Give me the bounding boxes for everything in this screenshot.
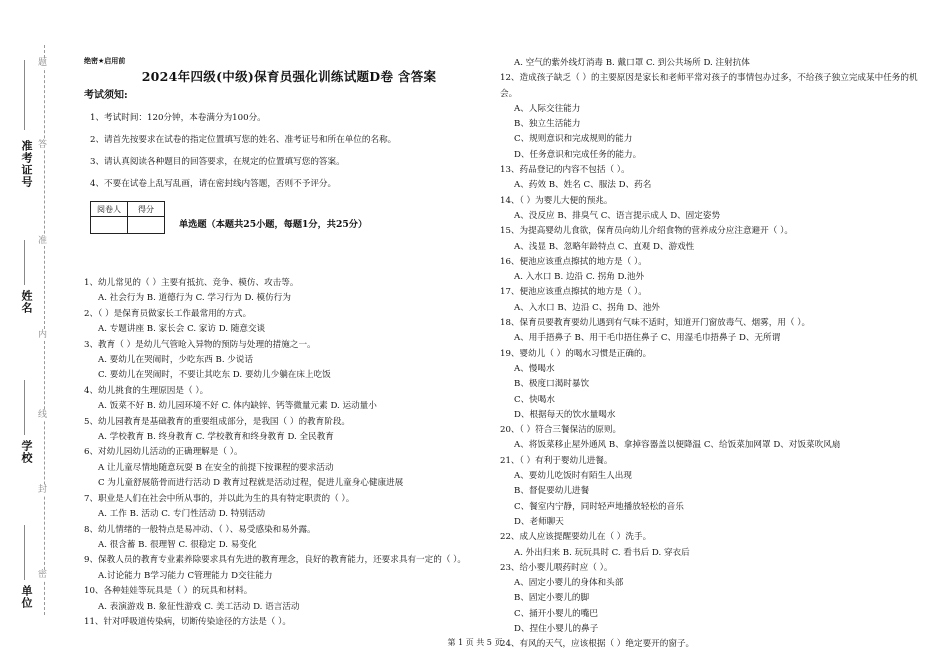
answer-option: A. 外出归来 B. 玩玩具时 C. 看书后 D. 穿衣后 (514, 547, 690, 558)
seal-char: 线 (38, 410, 48, 420)
answer-option: B、固定小婴儿的脚 (514, 593, 590, 604)
answer-option: A、药效 B、姓名 C、服法 D、药名 (514, 180, 652, 191)
answer-option: B、极度口渴时暴饮 (514, 379, 590, 390)
answer-option: A. 社会行为 B. 道德行为 C. 学习行为 D. 模仿行为 (98, 293, 291, 304)
answer-option: A. 学校教育 B. 终身教育 C. 学校教育和终身教育 D. 全民教育 (98, 432, 334, 443)
exam-id-label: 准考证号 (20, 140, 33, 188)
page-footer: 第 1 页 共 5 页 (447, 638, 503, 647)
question-text: 2、（ ）是保育员做家长工作最常用的方式。 (84, 308, 252, 319)
answer-option: D、老师聊天 (514, 516, 564, 527)
seal-char: 封 (38, 485, 48, 495)
question-text: 23、给小婴儿喂药时应（ ）。 (500, 562, 613, 573)
answer-option: C、快喝水 (514, 394, 555, 405)
question-text: 6、对幼儿园幼儿活动的正确理解是（ ）。 (84, 447, 243, 458)
name-label: 姓名 (20, 290, 33, 314)
question-text: 15、为提高婴幼儿食欲，保育员向幼儿介绍食物的营养成分应注意避开（ ）。 (500, 226, 793, 237)
left-column (84, 56, 494, 630)
score-cell[interactable] (128, 217, 165, 234)
answer-option: B、独立生活能力 (514, 119, 581, 130)
question-text: 17、便池应该重点擦拭的地方是（ ）。 (500, 287, 647, 298)
notice-item: 4、不要在试卷上乱写乱画，请在密封线内答题，否则不予评分。 (90, 179, 337, 189)
seal-char: 准 (38, 236, 48, 246)
exam-id-line (24, 60, 25, 130)
notice-title: 考试须知: (84, 90, 128, 101)
unit-label: 单位 (20, 585, 33, 609)
answer-option: A. 空气的紫外线灯消毒 B. 戴口罩 C. 到公共场所 D. 注射抗体 (514, 58, 750, 68)
notice-item: 2、请首先按要求在试卷的指定位置填写您的姓名、准考证号和所在单位的名称。 (90, 135, 397, 145)
score-header: 得分 (128, 202, 165, 217)
binding-margin (0, 0, 70, 671)
answer-option: A、没反应 B、排臭气 C、语言提示成人 D、固定姿势 (514, 210, 721, 221)
answer-option: A、慢喝水 (514, 363, 555, 374)
answer-option: A、固定小婴儿的身体和头部 (514, 578, 624, 589)
grader-header: 阅卷人 (91, 202, 128, 217)
question-text: 18、保育员要教育要幼儿遇到有气味不适时，知道开门窗放毒气、烟雾，用（ ）。 (500, 318, 811, 329)
answer-option: A. 表演游戏 B. 象征性游戏 C. 美工活动 D. 语言活动 (98, 601, 300, 612)
answer-option: A. 工作 B. 活动 C. 专门性活动 D. 特别活动 (98, 509, 266, 520)
page-title: 2024年四级(中级)保育员强化训练试题D卷 含答案 (141, 69, 437, 84)
answer-option: A 让儿童尽情地随意玩耍 B 在安全的前提下按课程的要求活动 (98, 462, 334, 473)
answer-option: C、餐室内宁静，同时轻声地播放轻松的音乐 (514, 501, 684, 512)
school-label: 学校 (20, 440, 33, 464)
question-text: 16、便池应该重点擦拭的地方是（ ）。 (500, 256, 647, 267)
question-text: 22、成人应该提醒要幼儿在（ ）洗手。 (500, 532, 652, 543)
answer-option: A、人际交往能力 (514, 103, 581, 114)
grader-cell[interactable] (91, 217, 128, 234)
score-table (90, 201, 165, 234)
question-text: 11、针对呼吸道传染病，切断传染途径的方法是（ ）。 (84, 616, 292, 627)
school-line (24, 380, 25, 435)
question-text: 14、（ ）为婴儿大便的预兆。 (500, 195, 613, 206)
question-text: 7、职业是人们在社会中所从事的，并以此为生的具有特定职责的（ ）。 (84, 493, 355, 504)
question-text: 21、（ ）有利于婴幼儿进餐。 (500, 455, 613, 466)
answer-option: A. 入水口 B. 边沿 C. 拐角 D.池外 (514, 272, 645, 283)
seal-char: 题 (38, 58, 48, 68)
answer-option: A、将饭菜移止屋外通风 B、拿掉容器盖以便降温 C、给饭菜加网罩 D、对饭菜吹风扇 (514, 440, 841, 451)
question-text: 3、教育（ ）是幼儿气管呛入异物的预防与处理的措施之一。 (84, 339, 316, 350)
answer-option: B、督促要幼儿进餐 (514, 486, 590, 497)
answer-option: D、捏住小婴儿的鼻子 (514, 623, 599, 634)
question-text: 1、幼儿常见的（ ）主要有抵抗、竞争、模仿、攻击等。 (84, 278, 299, 288)
seal-char: 密 (38, 570, 48, 580)
question-text: 12、造成孩子缺乏（ ）的主要原因是家长和老师平常对孩子的事情包办过多，不给孩子独立完成某中任务的机会。 (500, 73, 918, 99)
answer-option: A、浅显 B、忽略年龄特点 C、直观 D、游戏性 (514, 241, 695, 252)
question-list-left (84, 276, 494, 630)
answer-option: D、根据每天的饮水量喝水 (514, 409, 616, 420)
answer-option: A、入水口 B、边沿 C、拐角 D、池外 (514, 302, 660, 313)
answer-option: A. 饭菜不好 B. 幼儿园环境不好 C. 体内缺锌、钙等微量元素 D. 运动量小 (98, 401, 377, 412)
unit-line (24, 525, 25, 580)
answer-option: A、要幼儿吃饭时有陌生人出现 (514, 471, 632, 482)
question-text: 4、幼儿挑食的生理原因是（ ）。 (84, 385, 209, 396)
answer-option: A、用手捂鼻子 B、用干毛巾捂住鼻子 C、用湿毛巾捂鼻子 D、无所谓 (514, 333, 781, 344)
answer-option: C. 要幼儿在哭闹时，不要让其吃东 D. 要幼儿少躺在床上吃饭 (98, 370, 331, 381)
question-text: 9、保教人员的教育专业素养除要求具有先进的教育理念，良好的教育能力，还要求具有一定的（ ）。 (84, 555, 467, 566)
answer-option: A. 很含蓄 B. 很理智 C. 很稳定 D. 易变化 (98, 539, 257, 550)
question-text: 5、幼儿园教育是基础教育的重要组成部分，是我国（ ）的教育阶段。 (84, 416, 351, 427)
question-text: 19、婴幼儿（ ）的喝水习惯是正确的。 (500, 348, 652, 359)
name-line (24, 240, 25, 285)
secret-mark: 绝密★启用前 (84, 57, 126, 65)
question-text: 10、各种娃娃等玩具是（ ）的玩具和材料。 (84, 586, 253, 597)
notice-item: 3、请认真阅读各种题目的回答要求，在规定的位置填写您的答案。 (90, 157, 345, 167)
answer-option: C、捅开小婴儿的嘴巴 (514, 608, 598, 619)
seal-char: 答 (38, 140, 48, 150)
question-text: 24、有风的天气，应该根据（ ）绝定要开的窗子。 (500, 639, 695, 650)
answer-option: C、规则意识和完成规则的能力 (514, 134, 633, 145)
notice-item: 1、考试时间：120分钟，本卷满分为100分。 (90, 113, 266, 123)
answer-option: A. 要幼儿在哭闹时，少吃东西 B. 少说话 (98, 355, 254, 366)
score-area (84, 201, 494, 234)
question-text: 20、（ ）符合三餐保洁的原则。 (500, 425, 622, 436)
question-text: 13、药品登记的内容不包括（ ）。 (500, 165, 630, 176)
seal-char: 内 (38, 330, 48, 340)
right-column (500, 56, 930, 653)
answer-option: A. 专题讲座 B. 家长会 C. 家访 D. 随意交谈 (98, 324, 266, 335)
answer-option: C 为儿童舒展筋骨而进行活动 D 教育过程就是活动过程，促进儿童身心健康进展 (98, 478, 404, 489)
question-text: 8、幼儿情绪的一般特点是易冲动、（ ）、易受感染和易外露。 (84, 524, 316, 535)
section-title: 单选题（本题共25小题，每题1分，共25分） (179, 218, 368, 230)
question-list-right (500, 56, 930, 653)
answer-option: A.讨论能力 B学习能力 C管理能力 D交往能力 (98, 570, 273, 581)
answer-option: D、任务意识和完成任务的能力。 (514, 149, 642, 160)
